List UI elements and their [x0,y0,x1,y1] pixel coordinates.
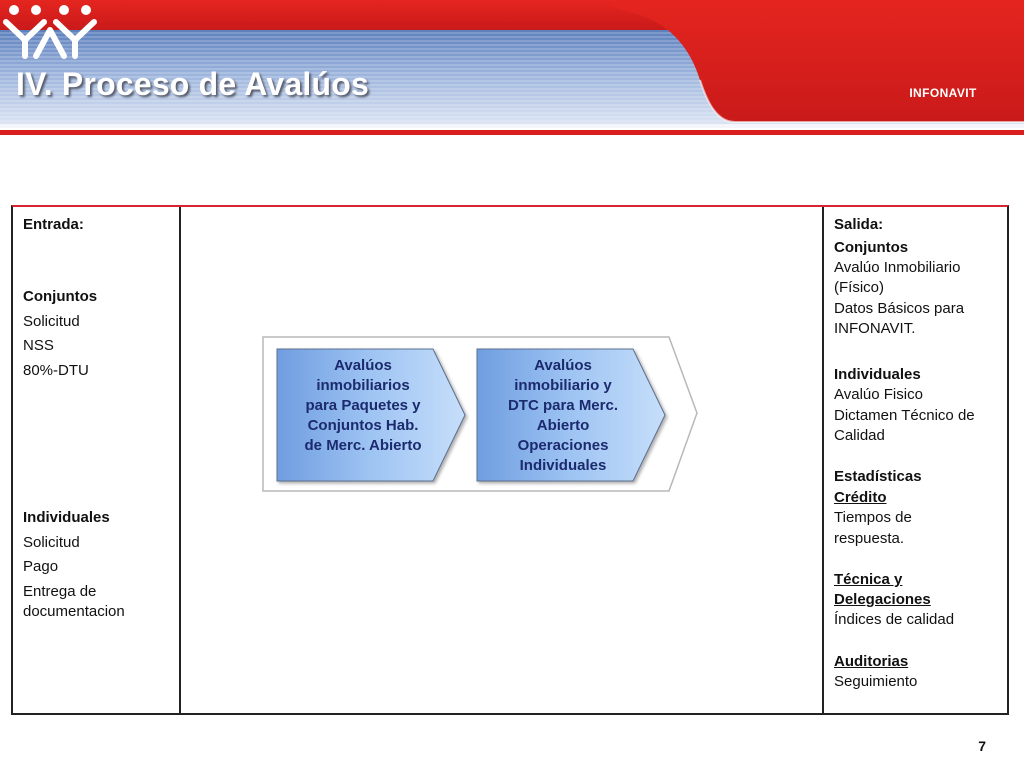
salida-line: Tiempos de [834,509,912,526]
salida-line: INFONAVIT. [834,320,916,337]
entrada-conjuntos-item: 80%-DTU [23,362,89,379]
entrada-individuales-item: Entrega de [23,583,97,600]
process-table [11,205,1009,715]
proceso-column [181,207,824,713]
salida-column [824,207,1007,713]
salida-auditorias-title: Auditorias [834,653,909,670]
step1-line: de Merc. Abierto [304,437,422,454]
step2-line: DTC para Merc. [507,397,619,414]
salida-line: Calidad [834,427,885,444]
salida-line: respuesta. [834,530,905,547]
step1-line: para Paquetes y [305,397,421,414]
salida-tecnica-title: Técnica y [834,571,903,588]
entrada-individuales-title: Individuales [23,509,110,526]
entrada-heading: Entrada: [23,216,84,233]
entrada-individuales-item: Solicitud [23,534,80,551]
page-number: 7 [978,738,986,754]
salida-line: Avalúo Fisico [834,386,923,403]
salida-estadisticas-title: Estadísticas [834,468,922,485]
step1-line: Avalúos [334,357,392,374]
entrada-individuales-item: documentacion [23,603,125,620]
process-diagram [261,331,711,501]
step2-line: Individuales [519,457,607,474]
salida-line: Avalúo Inmobiliario [834,259,961,276]
salida-line: Seguimiento [834,673,918,690]
entrada-conjuntos-item: Solicitud [23,313,80,330]
entrada-conjuntos-item: NSS [23,337,54,354]
step2-line: Operaciones [517,437,609,454]
infonavit-logo-icon [0,0,100,76]
salida-line: Índices de calidad [834,611,955,628]
salida-individuales-title: Individuales [834,366,921,383]
step1-text [277,356,449,456]
salida-line: Dictamen Técnico de [834,407,975,424]
entrada-individuales-item: Pago [23,558,59,575]
slide-title: IV. Proceso de Avalúos [16,66,369,102]
step1-line: Conjuntos Hab. [307,417,419,434]
entrada-column [13,207,181,713]
logo-text: INFONAVIT [909,86,977,100]
salida-conjuntos-title: Conjuntos [834,239,909,256]
header-banner [0,0,1024,140]
step2-text [477,356,649,476]
salida-line: (Físico) [834,279,884,296]
salida-line: Datos Básicos para [834,300,965,317]
salida-delegaciones-title: Delegaciones [834,591,931,608]
salida-heading: Salida: [834,216,884,233]
step2-line: Avalúos [534,357,592,374]
salida-credito-title: Crédito [834,489,887,506]
step1-line: inmobiliarios [316,377,410,394]
entrada-conjuntos-title: Conjuntos [23,288,98,305]
step2-line: Abierto [536,417,590,434]
step2-line: inmobiliario y [514,377,612,394]
